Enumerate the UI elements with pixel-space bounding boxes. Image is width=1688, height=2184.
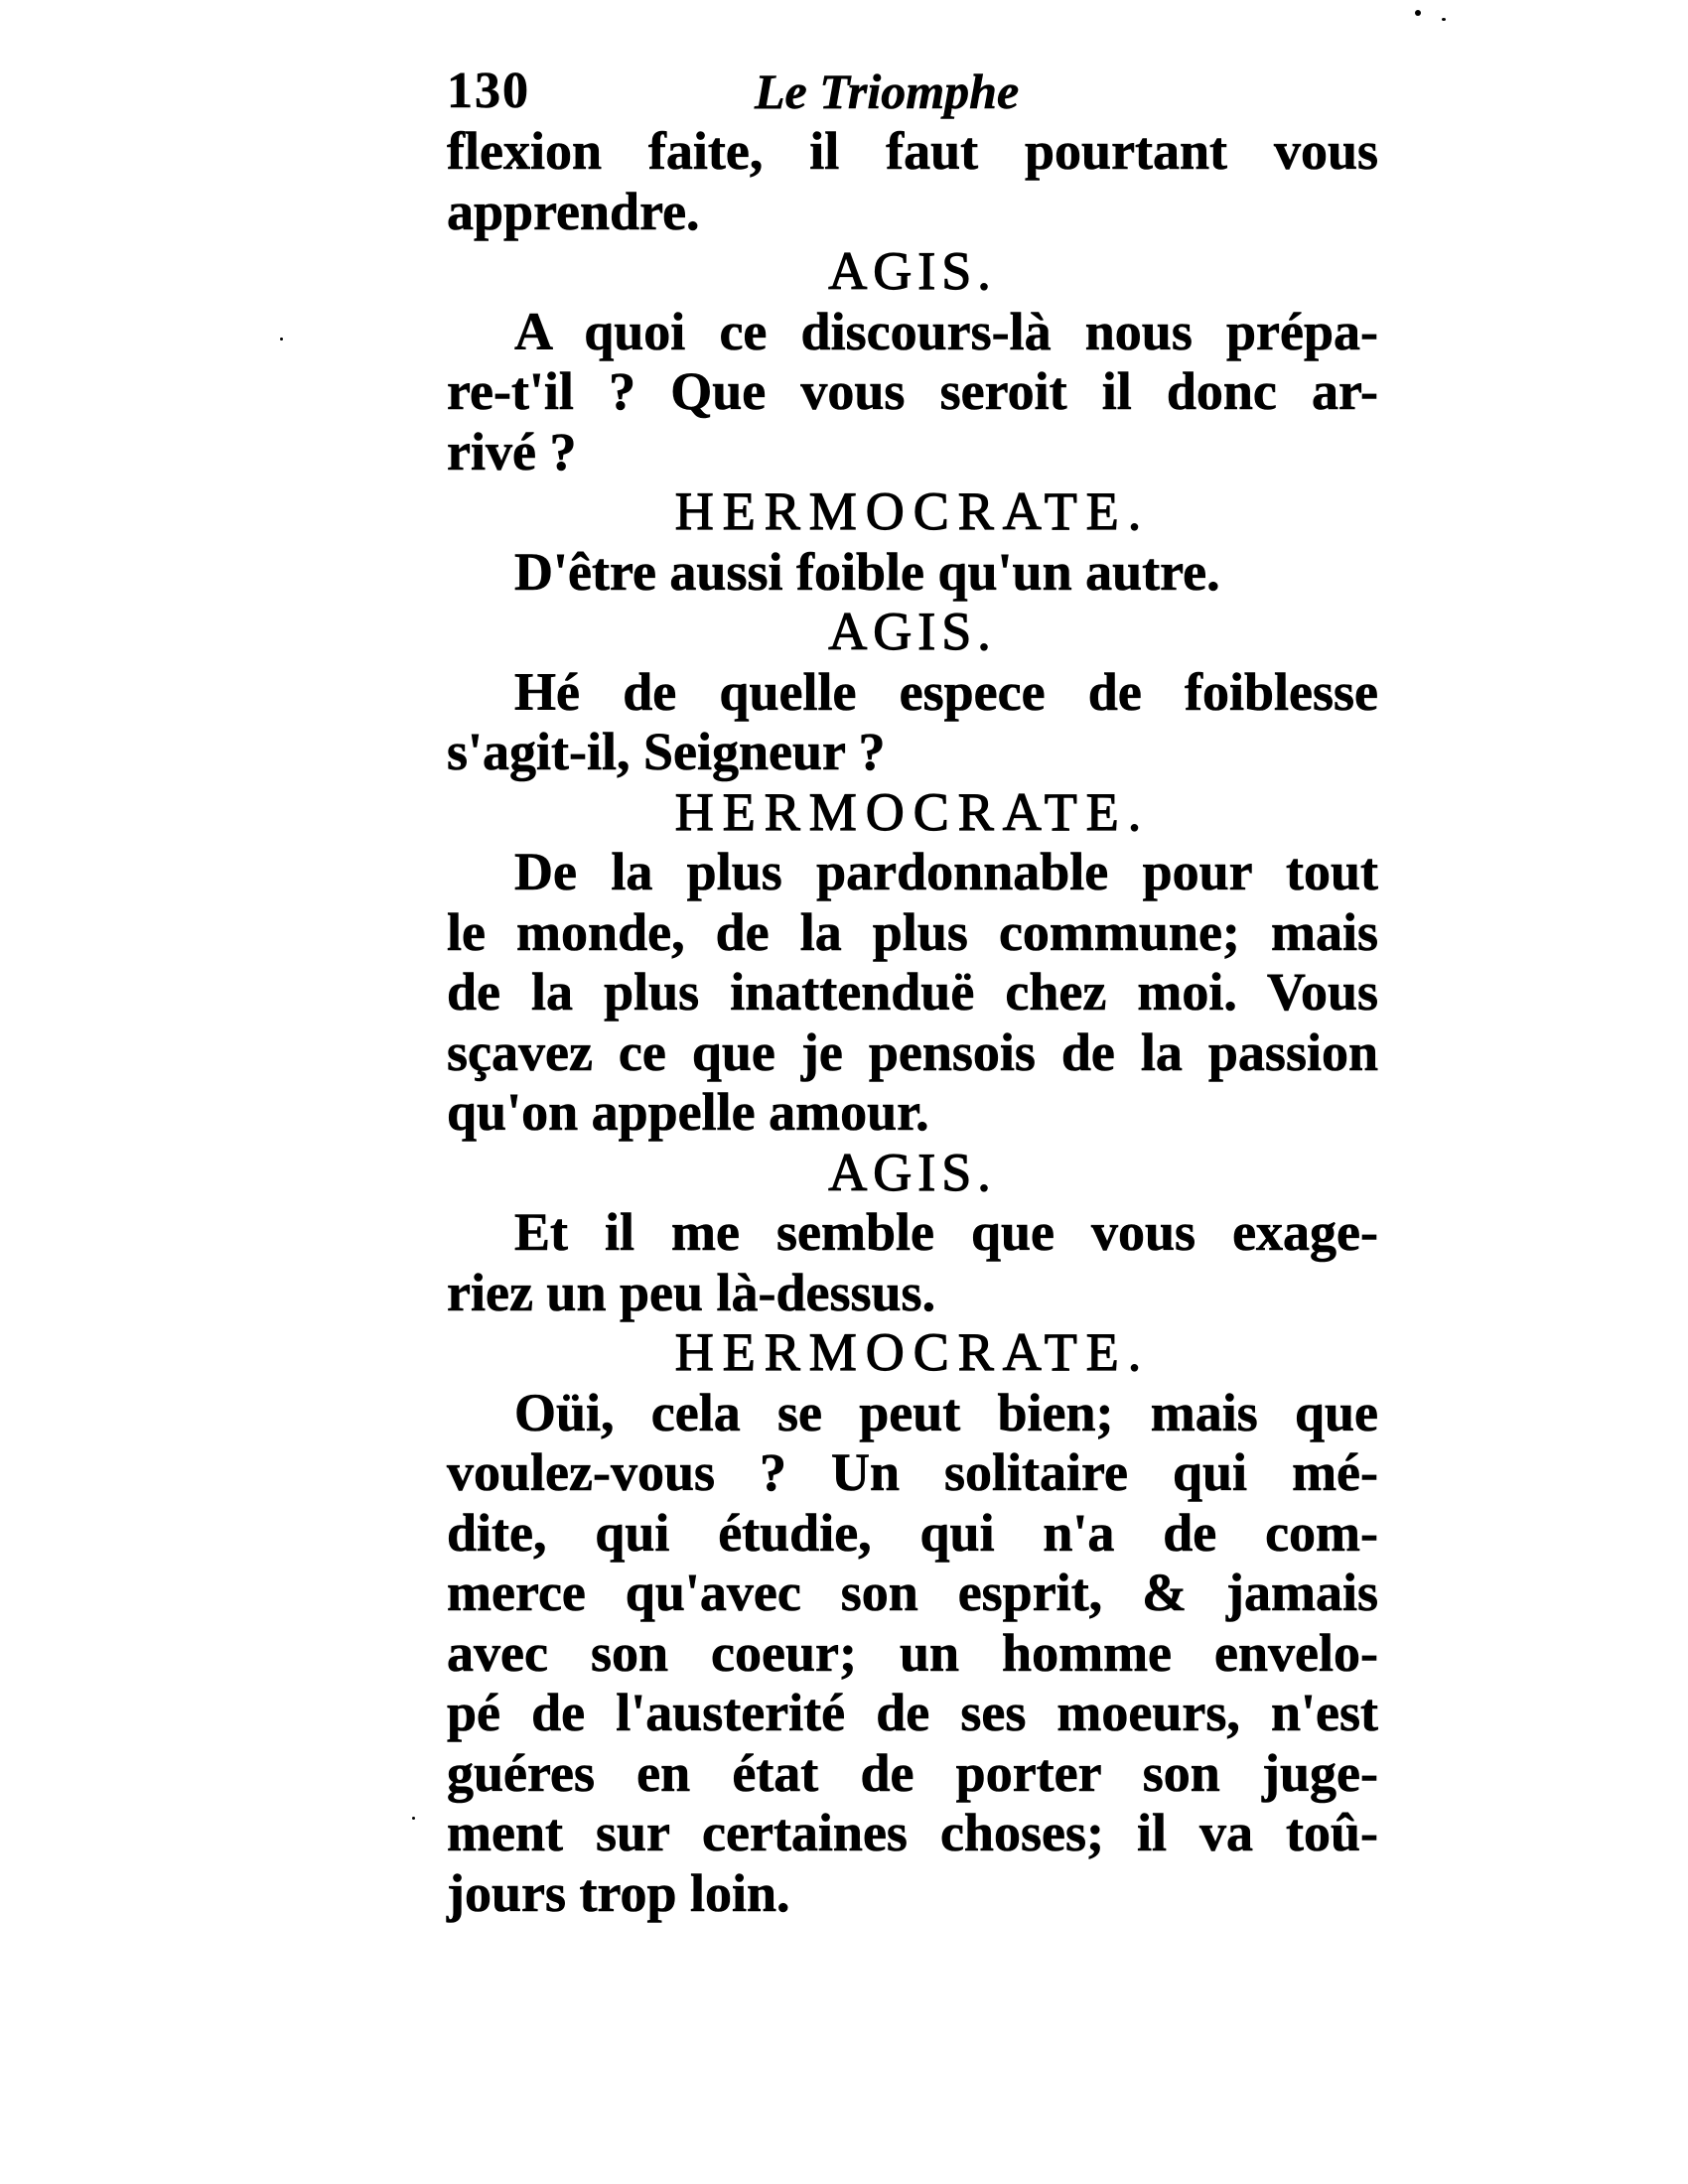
text-line: guéres en état de porter son juge-	[447, 1742, 1378, 1803]
text-line: Et il me semble que vous exage-	[514, 1202, 1378, 1262]
scan-speck	[1415, 10, 1421, 16]
text-line: le monde, de la plus commune; mais	[447, 901, 1378, 962]
speaker-name: AGIS.	[828, 602, 997, 661]
speech-block	[447, 542, 1378, 603]
text-line: flexion faite, il faut pourtant vous	[447, 121, 1378, 181]
scan-speck	[1442, 18, 1446, 21]
text-line: voulez-vous ? Un solitaire qui mé-	[447, 1442, 1378, 1502]
text-line: avec son coeur; un homme envelo-	[447, 1622, 1378, 1683]
scan-speck	[280, 338, 283, 341]
text-line: D'être aussi foible qu'un autre.	[514, 541, 1220, 602]
speech-block	[447, 662, 1378, 782]
text-line: qu'on appelle amour.	[447, 1082, 929, 1142]
speaker-name: HERMOCRATE.	[674, 1322, 1151, 1382]
text-line: riez un peu là-dessus.	[447, 1262, 936, 1322]
speech-block	[447, 302, 1378, 482]
text-line: s'agit-il, Seigneur ?	[447, 722, 886, 781]
speaker-name: AGIS.	[828, 241, 997, 301]
text-line: merce qu'avec son esprit, & jamais	[447, 1563, 1378, 1622]
speaker-name: HERMOCRATE.	[674, 781, 1151, 842]
scan-speck	[412, 1817, 415, 1820]
text-line: sçavez ce que je pensois de la passion	[447, 1022, 1378, 1082]
speech-block	[447, 1383, 1378, 1924]
speech-block	[447, 842, 1378, 1143]
text-line: pé de l'austerité de ses moeurs, n'est	[447, 1683, 1378, 1742]
running-title: Le Triomphe	[755, 64, 1020, 119]
text-line: De la plus pardonnable pour tout	[514, 842, 1378, 901]
text-line: apprendre.	[447, 181, 700, 241]
speaker-name: HERMOCRATE.	[674, 481, 1151, 541]
speech-block	[447, 1202, 1378, 1322]
text-line: dite, qui étudie, qui n'a de com-	[447, 1502, 1378, 1563]
text-line: re-t'il ? Que vous seroit il donc ar-	[447, 361, 1378, 421]
text-line: A quoi ce discours-là nous prépa-	[514, 301, 1378, 361]
text-line: ment sur certaines choses; il va toû-	[447, 1803, 1378, 1862]
running-head	[447, 62, 1378, 121]
page-number: 130	[447, 63, 530, 119]
text-line: rivé ?	[447, 421, 577, 481]
text-line: de la plus inattenduë chez moi. Vous	[447, 962, 1378, 1022]
text-line: Hé de quelle espece de foiblesse	[514, 661, 1378, 722]
text-line: Oüi, cela se peut bien; mais que	[514, 1382, 1378, 1442]
text-line: jours trop loin.	[447, 1862, 790, 1923]
book-page	[447, 62, 1378, 1923]
speaker-name: AGIS.	[828, 1142, 997, 1202]
speech-block	[447, 121, 1378, 241]
